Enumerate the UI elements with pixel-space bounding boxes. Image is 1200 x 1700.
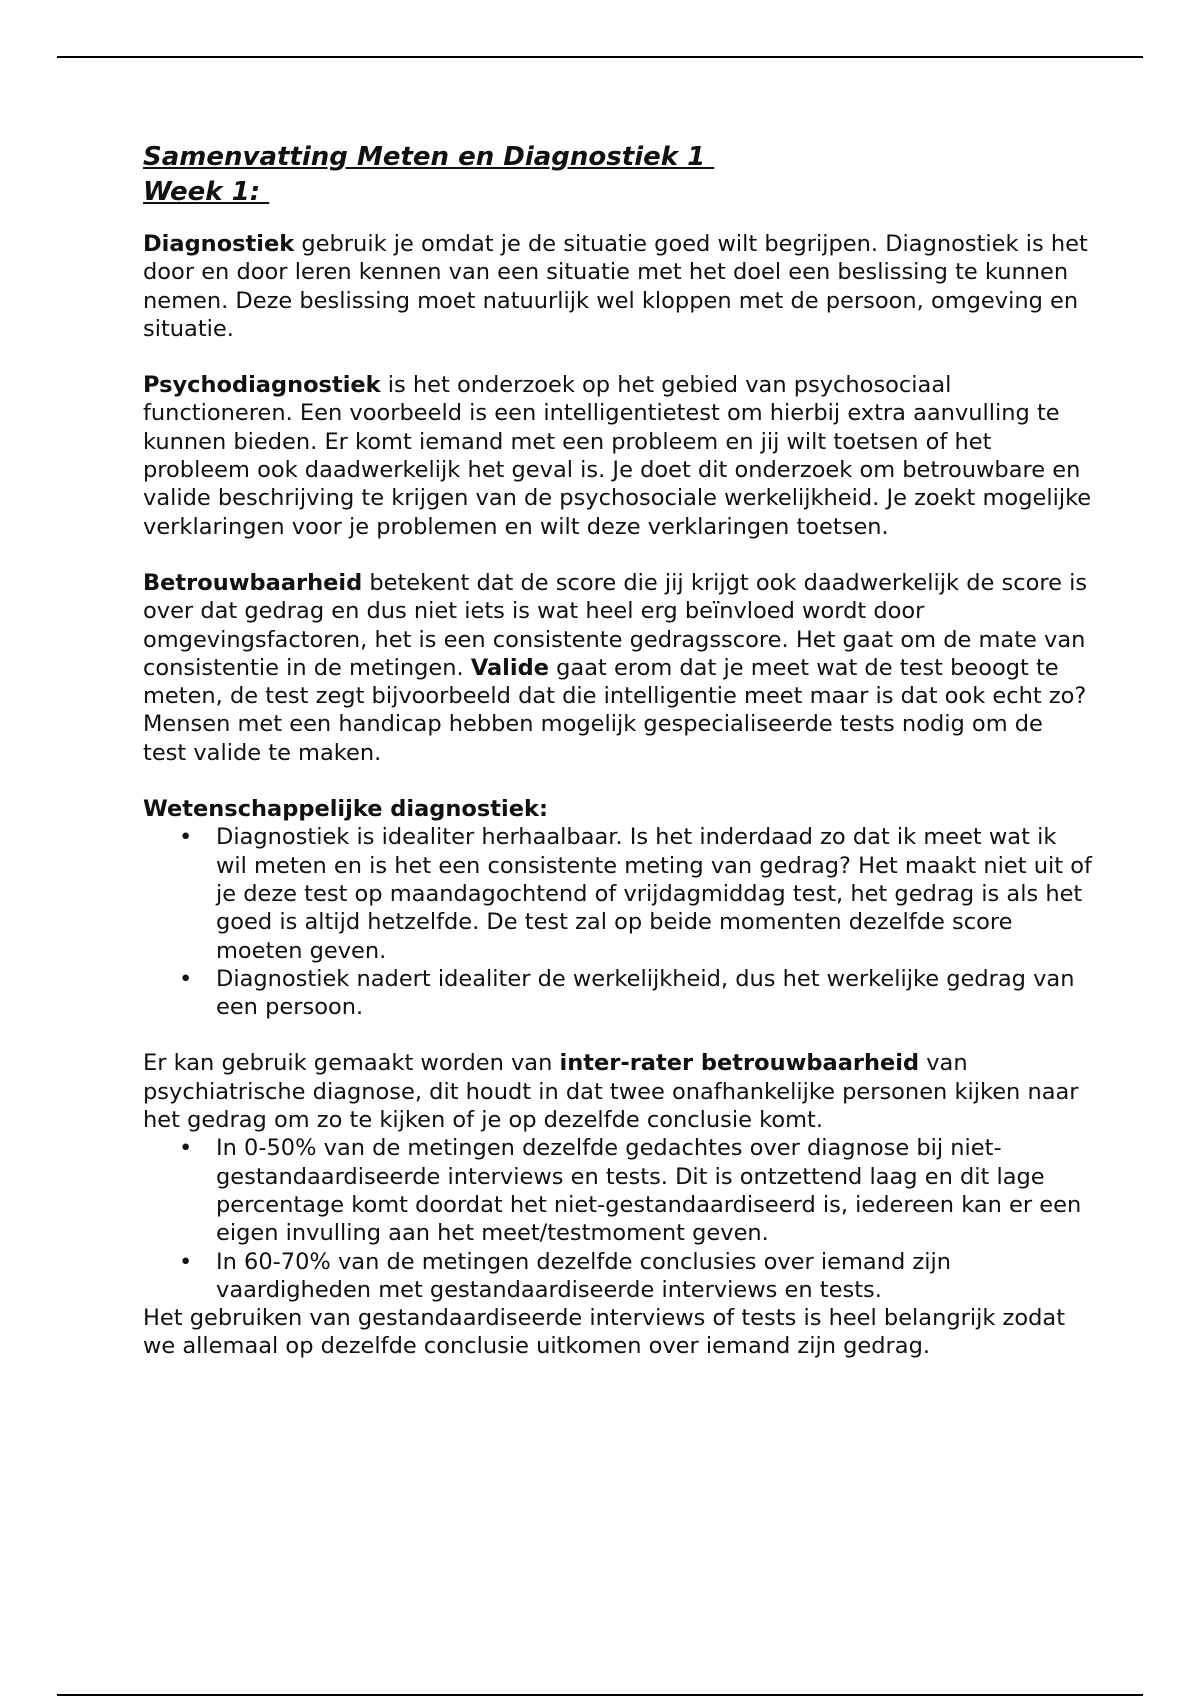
list-item-text: Diagnostiek is idealiter herhaalbaar. Is het inderdaad zo dat ik meet wat ik wil meten en is het een consistente meting van gedrag? Het maakt niet uit of je deze test op maandagochtend of vrijdagmiddag test, het gedrag is als het goed is altijd hetzelfde. De test zal op beide momenten dezelfde score moeten geven. [216,824,1092,964]
bullet-icon: • [179,1135,193,1162]
document-body [143,140,1093,1361]
term-interrater: inter-rater betrouwbaarheid [559,1050,920,1077]
title-line-2: Week 1: [143,177,270,207]
list-item-text: In 60-70% van de metingen dezelfde conclusies over iemand zijn vaardigheden met gestandaardiseerde interviews en tests. [216,1248,951,1303]
document-title [143,140,1093,210]
heading-wetenschappelijke-diagnostiek: Wetenschappelijke diagnostiek: [143,796,548,823]
text-valide: gaat erom dat je meet wat de test beoogt te meten, de test zegt bijvoorbeeld dat die intelligentie meet maar is dat ook echt zo? Mensen met een handicap hebben mogelijk gespecialiseerde tests nodig om de test valide te maken. [143,654,1087,766]
list-item [143,965,1093,1022]
list-item-text: Diagnostiek nadert idealiter de werkelijkheid, dus het werkelijke gedrag van een persoon. [216,965,1075,1021]
paragraph-closing: Het gebruiken van gestandaardiseerde interviews of tests is heel belangrijk zodat we allemaal op dezelfde conclusie uitkomen over iemand zijn gedrag. [143,1305,1066,1360]
bullet-icon: • [179,965,193,992]
list-wetenschappelijk [143,823,1093,1021]
text-diagnostiek: gebruik je omdat je de situatie goed wilt begrijpen. Diagnostiek is het door en door leren kennen van een situatie met het doel een beslissing te kunnen nemen. Deze beslissing moet natuurlijk wel kloppen met de persoon, omgeving en situatie. [143,231,1088,342]
paragraph-psychodiagnostiek [143,371,1093,541]
paragraph-betrouwbaarheid [143,569,1093,767]
text-interrater-pre: Er kan gebruik gemaakt worden van [143,1050,560,1077]
title-line-1: Samenvatting Meten en Diagnostiek 1 [143,142,715,172]
list-interrater [143,1134,1093,1304]
top-rule [57,56,1143,58]
text-interrater-post: van psychiatrische diagnose, dit houdt in dat twee onafhankelijke personen kijken naar het gedrag om zo te kijken of je op dezelfde conclusie komt. [143,1050,1079,1134]
paragraph-interrater [143,1049,1093,1134]
term-valide: Valide [470,654,549,681]
list-item [143,1248,1093,1305]
term-diagnostiek: Diagnostiek [143,231,295,257]
bullet-icon: • [179,1248,193,1275]
bullet-icon: • [179,824,193,851]
list-item [143,1134,1093,1247]
text-betrouwbaarheid: betekent dat de score die jij krijgt ook daadwerkelijk de score is over dat gedrag en dus niet iets is wat heel erg beïnvloed wordt door omgevingsfactoren, het is een consistente gedragsscore. Het gaat om de mate van consistentie in de metingen. [143,569,1088,681]
term-betrouwbaarheid: Betrouwbaarheid [143,569,363,596]
list-item-text: In 0-50% van de metingen dezelfde gedachtes over diagnose bij niet-gestandaardiseerde interviews en tests. Dit is ontzettend laag en dit lage percentage komt doordat het niet-gestandaardiseerd is, iedereen kan er een eigen invulling aan het meet/testmoment geven. [216,1135,1082,1247]
list-item [143,823,1093,964]
bottom-rule [57,1694,1143,1696]
paragraph-diagnostiek [143,230,1093,343]
term-psychodiagnostiek: Psychodiagnostiek [143,372,381,399]
text-psychodiagnostiek: is het onderzoek op het gebied van psychosociaal functioneren. Een voorbeeld is een intelligentietest om hierbij extra aanvulling te kunnen bieden. Er komt iemand met een probleem en jij wilt toetsen of het probleem ook daadwerkelijk het geval is. Je doet dit onderzoek om betrouwbare en valide beschrijving te krijgen van de psychosociale werkelijkheid. Je zoekt mogelijke verklaringen voor je problemen en wilt deze verklaringen toetsen. [143,372,1092,540]
